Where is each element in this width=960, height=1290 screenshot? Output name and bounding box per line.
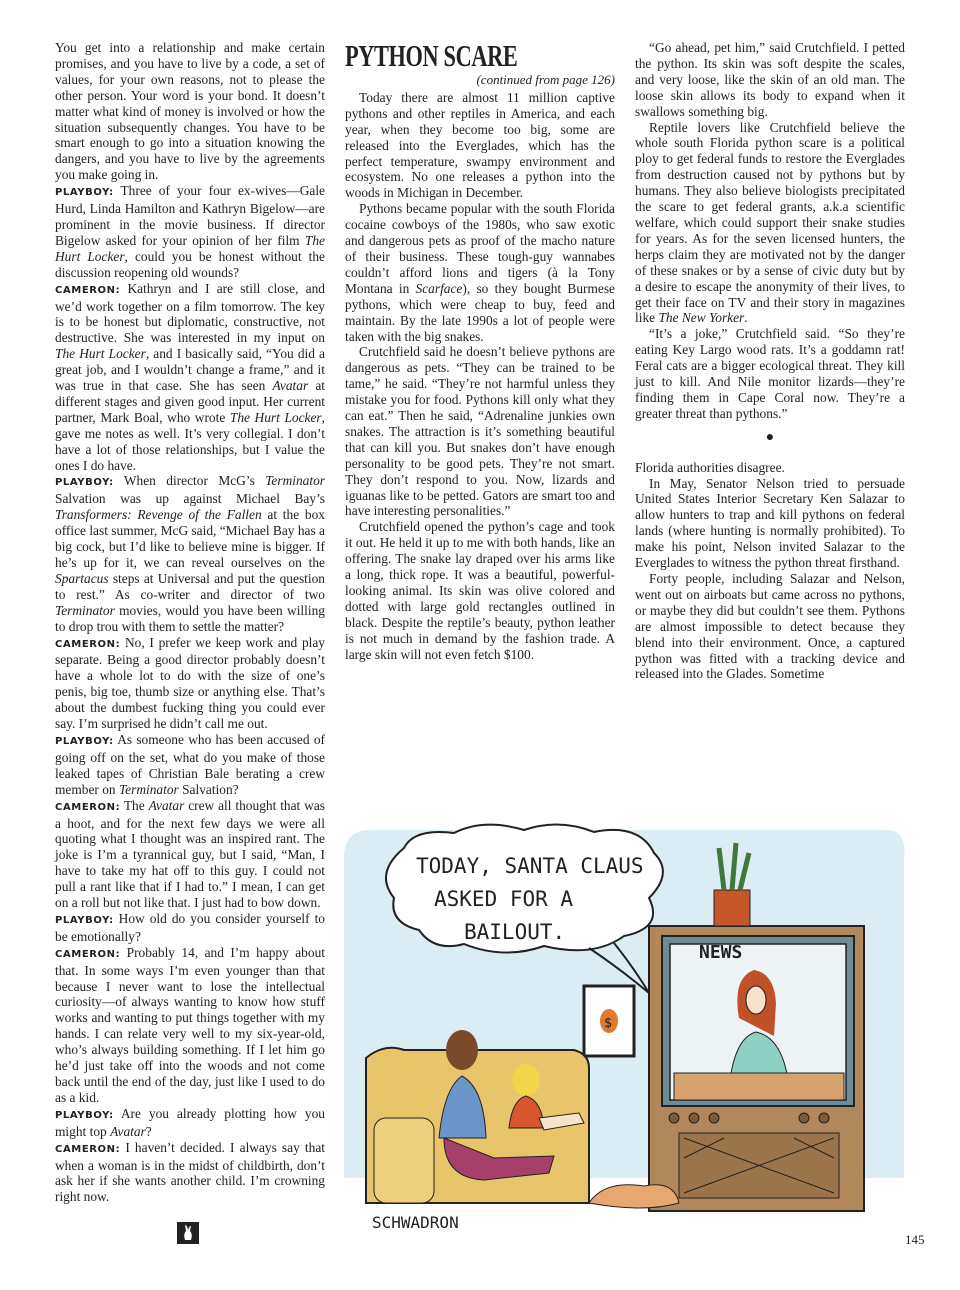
paragraph-text: The Avatar crew all thought that was a hoot, and for the next few days we were all quoting what I thought was an inspired rant. The joke is I’m a tyrannical guy, but I said, “Man, I have to take my hat off to this guy. I could not pull a rant like that if I had to.” I mean, I can get on a roll but not like that. I just had to bow down. [55,797,325,911]
page-number: 145 [905,1232,925,1247]
wall-picture-mark: $ [604,1016,613,1031]
sidebar-paragraph: Today there are almost 11 million captive pythons and other reptiles in America, and each year, when they become too big, some are released into the Everglades, which has the perfect temperature, swampy environment and ecosystem. No one releases a python into the woods in Michigan in December. [345,89,615,201]
cartoon-illustration [344,818,907,1241]
paragraph-text: Probably 14, and I’m happy about that. In some ways I’m even younger than that because I never want to lose the intellectual curiosity—of always wanting to know how stuff works and wanting to put things together with my hands. I can relate very well to my six-year-old, who’s always building something. If I let him go he’d just take off into the woods and not come back until the end of the day, just like I used to do as a kid. [55,944,325,1105]
speaker-label: PLAYBOY: [55,187,114,199]
speaker-label: PLAYBOY: [55,477,114,489]
sidebar-paragraph: “It’s a joke,” Crutchfield said. “So they’re eating Key Largo wood rats. It’s a goddamn rat! Feral cats are a bigger ecological threat. They kill just to kill. And Nile monitor lizards—they’re finding them in Cape Coral now. They’re a greater threat than pythons.” [635,326,905,421]
continued-note: (continued from page 126) [476,72,615,87]
sidebar-paragraph: In May, Senator Nelson tried to persuade United States Interior Secretary Ken Salazar to allow hunters to trap and kill pythons on federal lands (where hunting is normally prohibited). To make his point, Nelson invited Salazar to the Everglades to witness the python threat firsthand. [635,475,905,571]
sidebar-paragraph: “Go ahead, pet him,” said Crutchfield. I petted the python. Its skin was soft despite the scales, and very loose, like the skin of an old man. The loose skin allows its body to expand when it swallows something big. [635,40,905,119]
speaker-label: CAMERON: [55,948,121,960]
interview-paragraph [55,945,325,1106]
speaker-label: PLAYBOY: [55,1109,114,1121]
paragraph-text: As someone who has been accused of going off on the set, what do you make of those leaked tapes of Christian Bale berating a crew member on Terminator Salvation? [55,731,325,797]
speaker-label: PLAYBOY: [55,735,114,747]
sidebar-column-3 [635,40,905,682]
sidebar-paragraph: Forty people, including Salazar and Nelson, went out on airboats but came across no pythons, or maybe they did but couldn’t see them. Pythons are almost impossible to detect because they blend into their environment. Once, a captured python was fitted with a tracking device and released into the Glades. Sometime [635,571,905,682]
tv-news-label: NEWS [699,942,743,963]
speech-line-1: TODAY, SANTA CLAUS [416,854,644,878]
interview-column [55,40,325,1205]
interview-paragraph [55,1106,325,1140]
paragraph-text: I haven’t decided. I always say that when a woman is in the midst of childbirth, don’t ask her if she wants another child. I’m crowning right now. [55,1139,325,1205]
sidebar-paragraph: Pythons became popular with the south Florida cocaine cowboys of the 1980s, who saw exotic and dangerous pets as proof of the macho nature of their business. These tough-guy wannabes couldn’t afford lions and tigers (à la Tony Montana in Scarface), so they bought Burmese pythons, which were cheap to buy, feed and maintain. By the late 1990s a lot of people were taken with the big snakes. [345,201,615,344]
interview-paragraph [55,911,325,945]
interview-paragraph [55,473,325,634]
paragraph-text: You get into a relationship and make certain promises, and you have to live by a code, a set of values, for your own reasons, not to please the other person. Your word is your bond. It doesn’t matter what kind of money is involved or how the situation subsequently changes. You have to be smart enough to go into a situation knowing the dangers, and you have to live by the agreements you make going in. [55,40,325,183]
sidebar-paragraph: Reptile lovers like Crutchfield believe the whole south Florida python scare is a political ploy to get federal funds to restore the Everglades from destruction caused not by pythons but by humans. They also believe biologists precipitated the scare to get federal grants, a.k.a scientific welfare, which could support their snake studies for years. As for the seven licensed hunters, the herps claim they are motivated not by the danger of these snakes or by a sense of civic duty but by a desire to escape the anonymity of their lives, to get their face on TV and their story in magazines like The New Yorker. [635,119,905,326]
paragraph-text: Kathryn and I are still close, and we’d work together on a film tomorrow. The key is to be honest but diplomatic, constructive, not destructive. She was interested in my input on The Hurt Locker, and I basically said, “You did a great job, and I wouldn’t change a frame,” and it was true in that case. She has seen Avatar at different stages and given good input. Her current partner, Mark Boal, who wrote The Hurt Locker, gave me notes as well. It’s very collegial. I don’t have a lot of those relationships, but I value the ones I do have. [55,280,326,473]
interview-paragraph [55,635,325,732]
interview-paragraph [55,798,325,911]
interview-paragraph [55,281,325,474]
playboy-bunny-logo [177,1222,199,1244]
section-break-bullet: ● [765,429,775,445]
speech-line-3: BAILOUT. [464,920,566,944]
interview-paragraph [55,40,325,183]
speech-line-2: ASKED FOR A [434,887,574,911]
speaker-label: PLAYBOY: [55,914,114,926]
paragraph-text: Are you already plotting how you might top Avatar? [55,1105,325,1139]
paragraph-text: Three of your four ex-wives—Gale Hurd, Linda Hamilton and Kathryn Bigelow—are prominent in the movie business. If director Bigelow asked for your opinion of her film The Hurt Locker, could you be honest without the discussion reopening old wounds? [55,183,325,280]
interview-paragraph [55,732,325,798]
speaker-label: CAMERON: [55,801,121,813]
sidebar-paragraph: Florida authorities disagree. [635,459,785,475]
speaker-label: CAMERON: [55,284,121,296]
sidebar-paragraph: Crutchfield said he doesn’t believe pythons are dangerous as pets. “They can be trained to be tame,” he said. “They’re not harmful unless they mistake you for food. Pythons kill only what they can eat.” Then he said, “Adrenaline junkies own snakes. The attraction is it’s something beautiful that can kill you. But snakes don’t have enough personality to be good pets. They’re not smart. They don’t respond to you. Now, lizards and iguanas like to be petted. Gators are smart too and have interesting personalities.” [345,344,615,519]
sidebar-title: PYTHON SCARE [345,38,518,73]
interview-paragraph [55,183,325,280]
sidebar-column-2 [345,40,615,663]
speaker-label: CAMERON: [55,1143,121,1155]
paragraph-text: No, I prefer we keep work and play separate. Being a good director probably doesn’t have a whole lot to do with the size of one’s penis, big toe, thumb size or anything else. That’s about the dumbest fucking thing you could ever say. I’m surprised he didn’t call me out. [55,634,325,732]
sidebar-paragraph: Crutchfield opened the python’s cage and took it out. He held it up to me with both hands, like an offering. The snake lay draped over his arms like a long, thick rope. It was a beautiful, powerful-looking animal. Its skin was olive colored and dotted with large gold rectangles outlined in black. Despite the reptile’s beauty, python leather is not much in demand by the fashion trade. A large skin will not even fetch $100. [345,519,615,662]
plant-pot [714,890,750,926]
interview-paragraph [55,1140,325,1206]
artist-signature: SCHWADRON [372,1213,459,1232]
paragraph-text: How old do you consider yourself to be emotionally? [55,910,325,944]
speaker-label: CAMERON: [55,638,121,650]
paragraph-text: When director McG’s Terminator Salvation was up against Michael Bay’s Transformers: Revenge of the Fallen at the box office last summer, McG said, “Michael Bay has a big cock, but I’d like to believe mine is bigger. If he’s up for it, we can reveal ourselves on the Spartacus steps at Universal and put the question to rest.” As co-writer and director of two Terminator movies, would you have been willing to drop trou with them to settle the matter? [55,473,325,634]
